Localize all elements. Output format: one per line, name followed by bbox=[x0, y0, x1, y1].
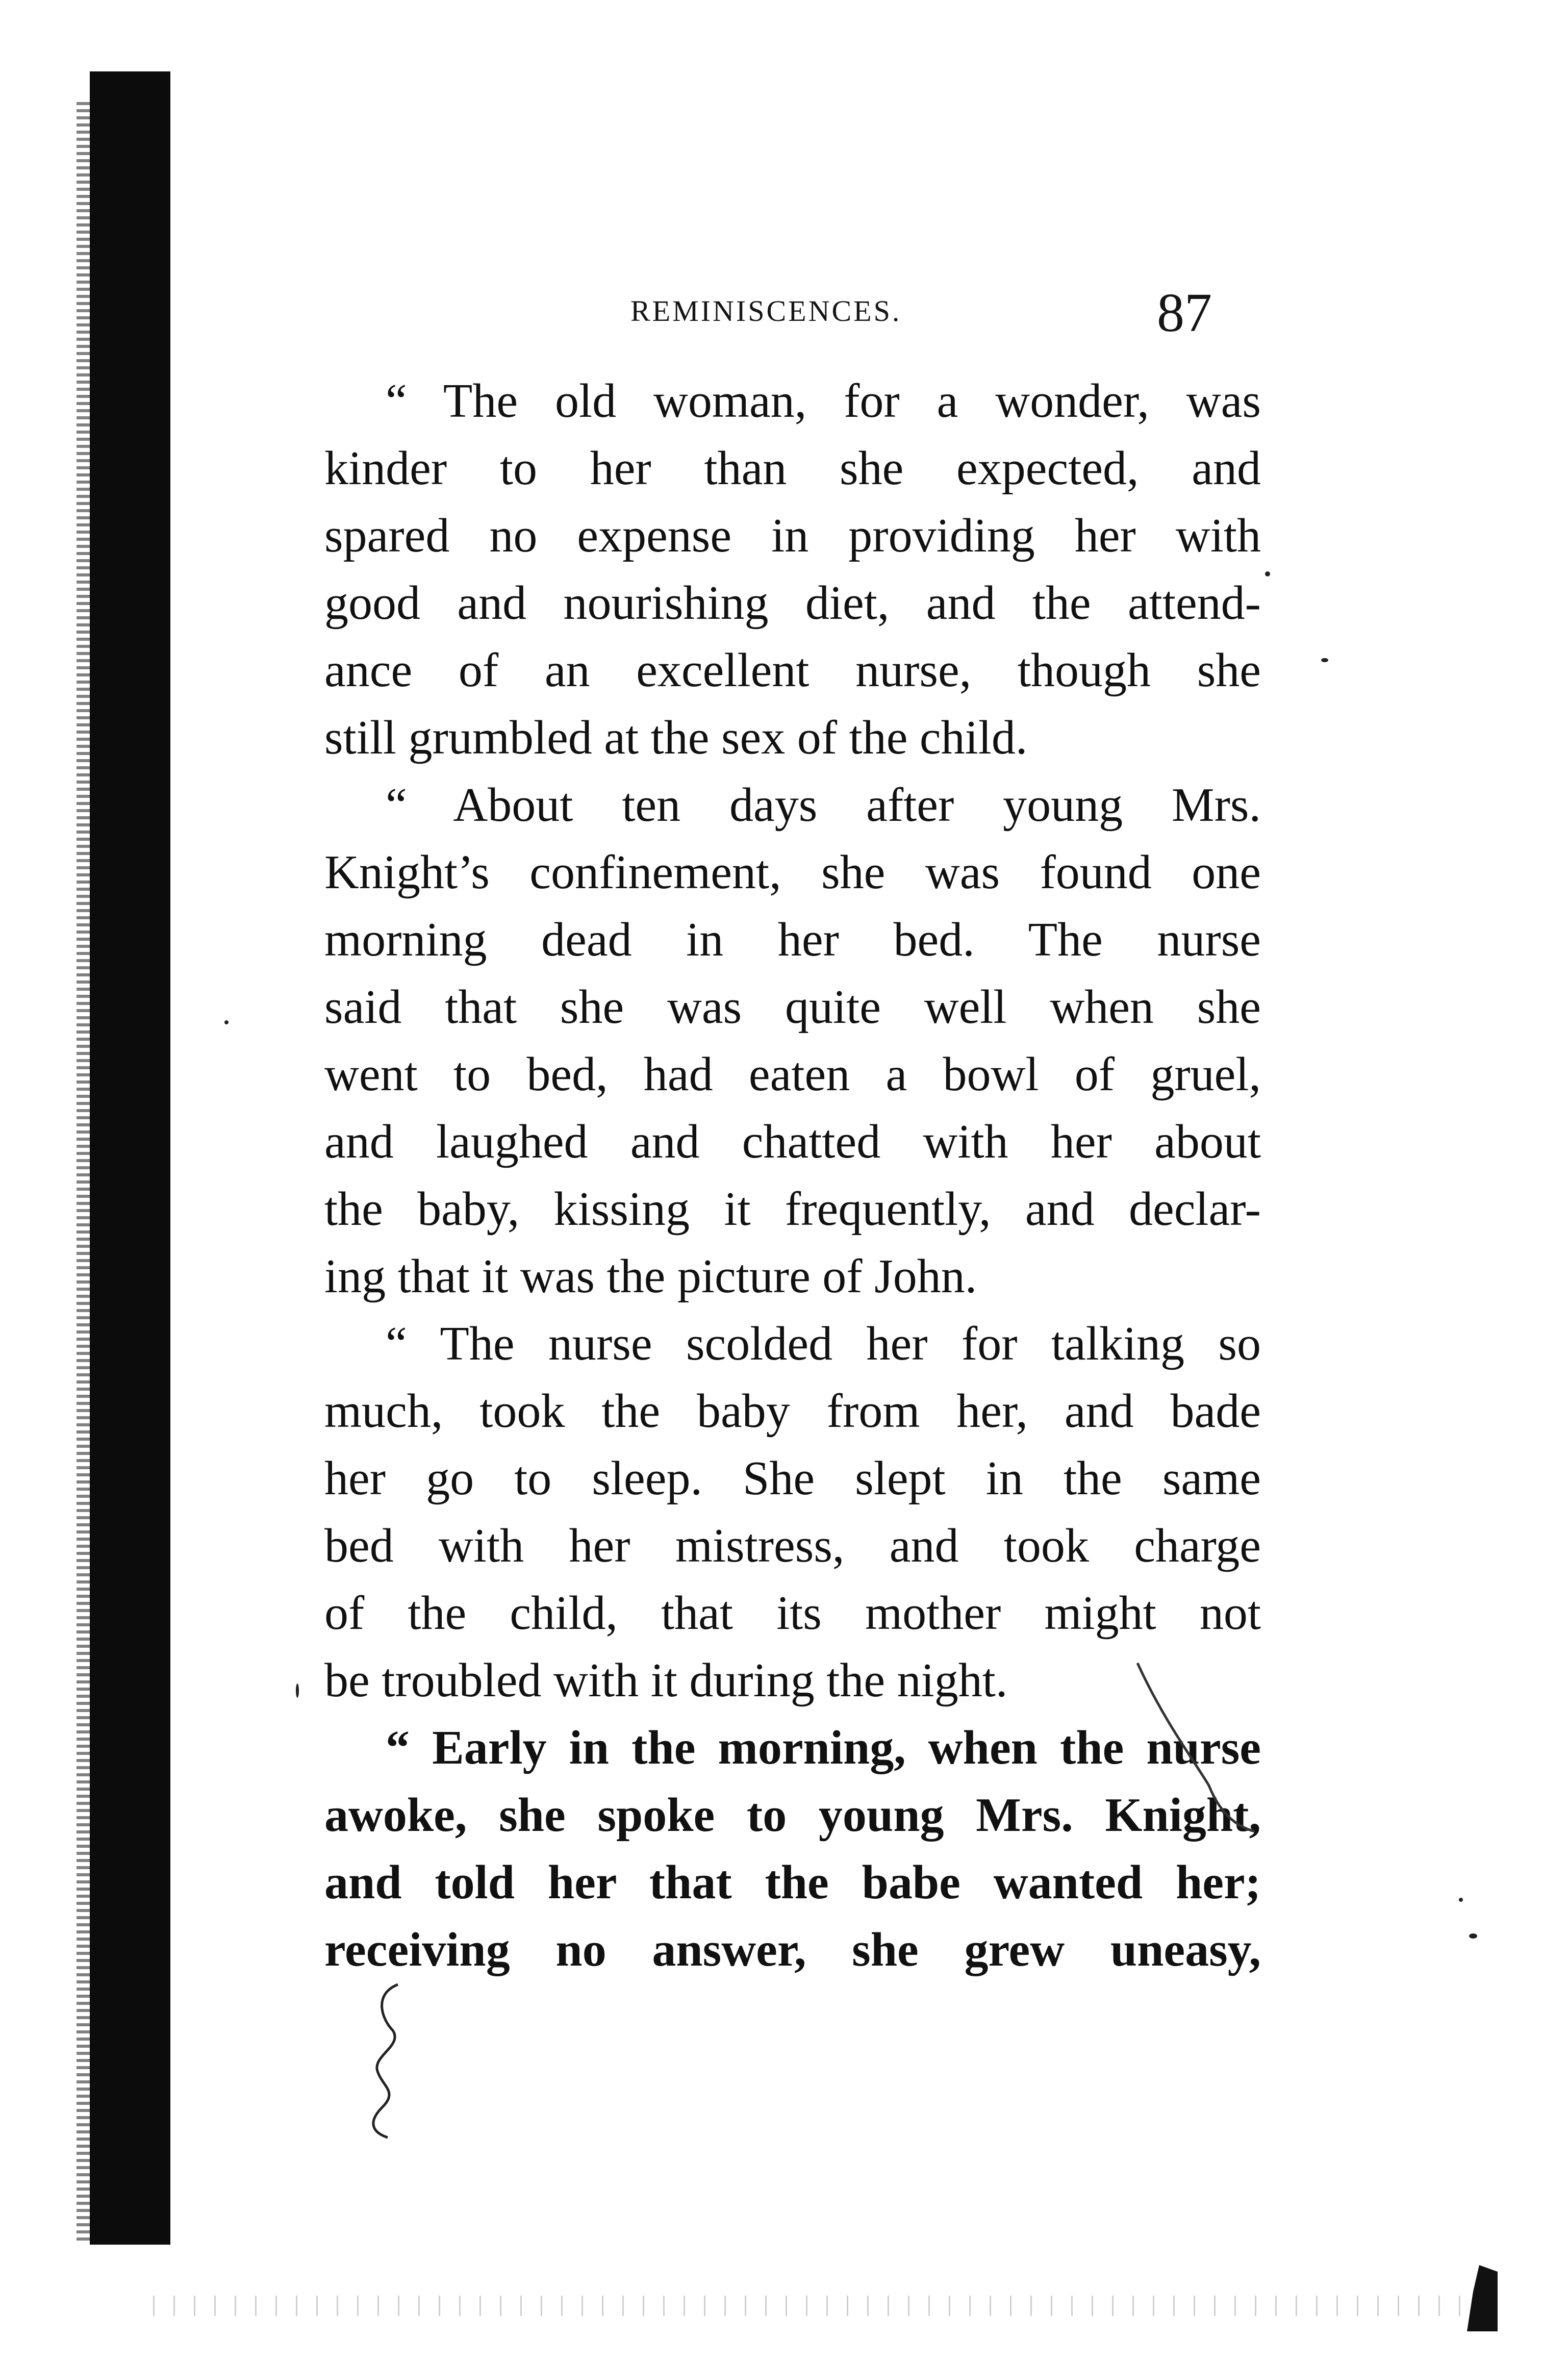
speck bbox=[1265, 571, 1270, 576]
body-text bbox=[324, 367, 1261, 1983]
text-line: be troubled with it during the night. bbox=[324, 1654, 1008, 1707]
paragraph-1 bbox=[324, 367, 1261, 771]
speck bbox=[224, 1020, 229, 1024]
text-line: said that she was quite well when she bbox=[324, 981, 1261, 1034]
text-line: “ About ten days after young Mrs. bbox=[386, 778, 1261, 832]
text-line: much, took the baby from her, and bade bbox=[324, 1385, 1261, 1438]
handwritten-squiggle bbox=[352, 1979, 423, 2143]
text-line: and told her that the babe wanted her; bbox=[324, 1856, 1261, 1909]
text-line: the baby, kissing it frequently, and declar- bbox=[324, 1183, 1261, 1236]
page-number: 87 bbox=[1157, 283, 1212, 343]
text-line: of the child, that its mother might not bbox=[324, 1587, 1261, 1640]
text-line: receiving no answer, she grew uneasy, bbox=[324, 1923, 1261, 1976]
text-line: still grumbled at the sex of the child. bbox=[324, 711, 1028, 764]
text-line: bed with her mistress, and took charge bbox=[324, 1519, 1261, 1572]
paragraph-4 bbox=[324, 1714, 1261, 1983]
text-line: ing that it was the picture of John. bbox=[324, 1250, 977, 1303]
text-line: ance of an excellent nurse, though she bbox=[324, 644, 1261, 697]
text-line: and laughed and chatted with her about bbox=[324, 1115, 1261, 1168]
text-line: went to bed, had eaten a bowl of gruel, bbox=[324, 1048, 1261, 1101]
paragraph-2 bbox=[324, 771, 1261, 1310]
text-line: “ The old woman, for a wonder, was bbox=[386, 374, 1261, 428]
scan-noise bbox=[153, 2296, 1479, 2316]
text-line: kinder to her than she expected, and bbox=[324, 442, 1261, 495]
speck bbox=[1459, 1898, 1463, 1902]
book-binding-edge bbox=[90, 71, 170, 2245]
text-line: “ Early in the morning, when the nurse bbox=[386, 1721, 1261, 1774]
text-line: Knight’s confinement, she was found one bbox=[324, 846, 1261, 899]
text-line: awoke, she spoke to young Mrs. Knight, bbox=[324, 1789, 1261, 1842]
speck bbox=[296, 1683, 299, 1698]
text-line: morning dead in her bed. The nurse bbox=[324, 913, 1261, 966]
speck bbox=[1321, 658, 1328, 662]
text-line: “ The nurse scolded her for talking so bbox=[386, 1317, 1261, 1370]
pencil-mark bbox=[1132, 1658, 1265, 1852]
speck bbox=[1469, 1933, 1477, 1939]
paragraph-3 bbox=[324, 1310, 1261, 1714]
text-line: spared no expense in providing her with bbox=[324, 509, 1261, 562]
running-head: REMINISCENCES. bbox=[630, 294, 902, 328]
text-line: good and nourishing diet, and the attend- bbox=[324, 576, 1261, 630]
text-line: her go to sleep. She slept in the same bbox=[324, 1452, 1261, 1505]
